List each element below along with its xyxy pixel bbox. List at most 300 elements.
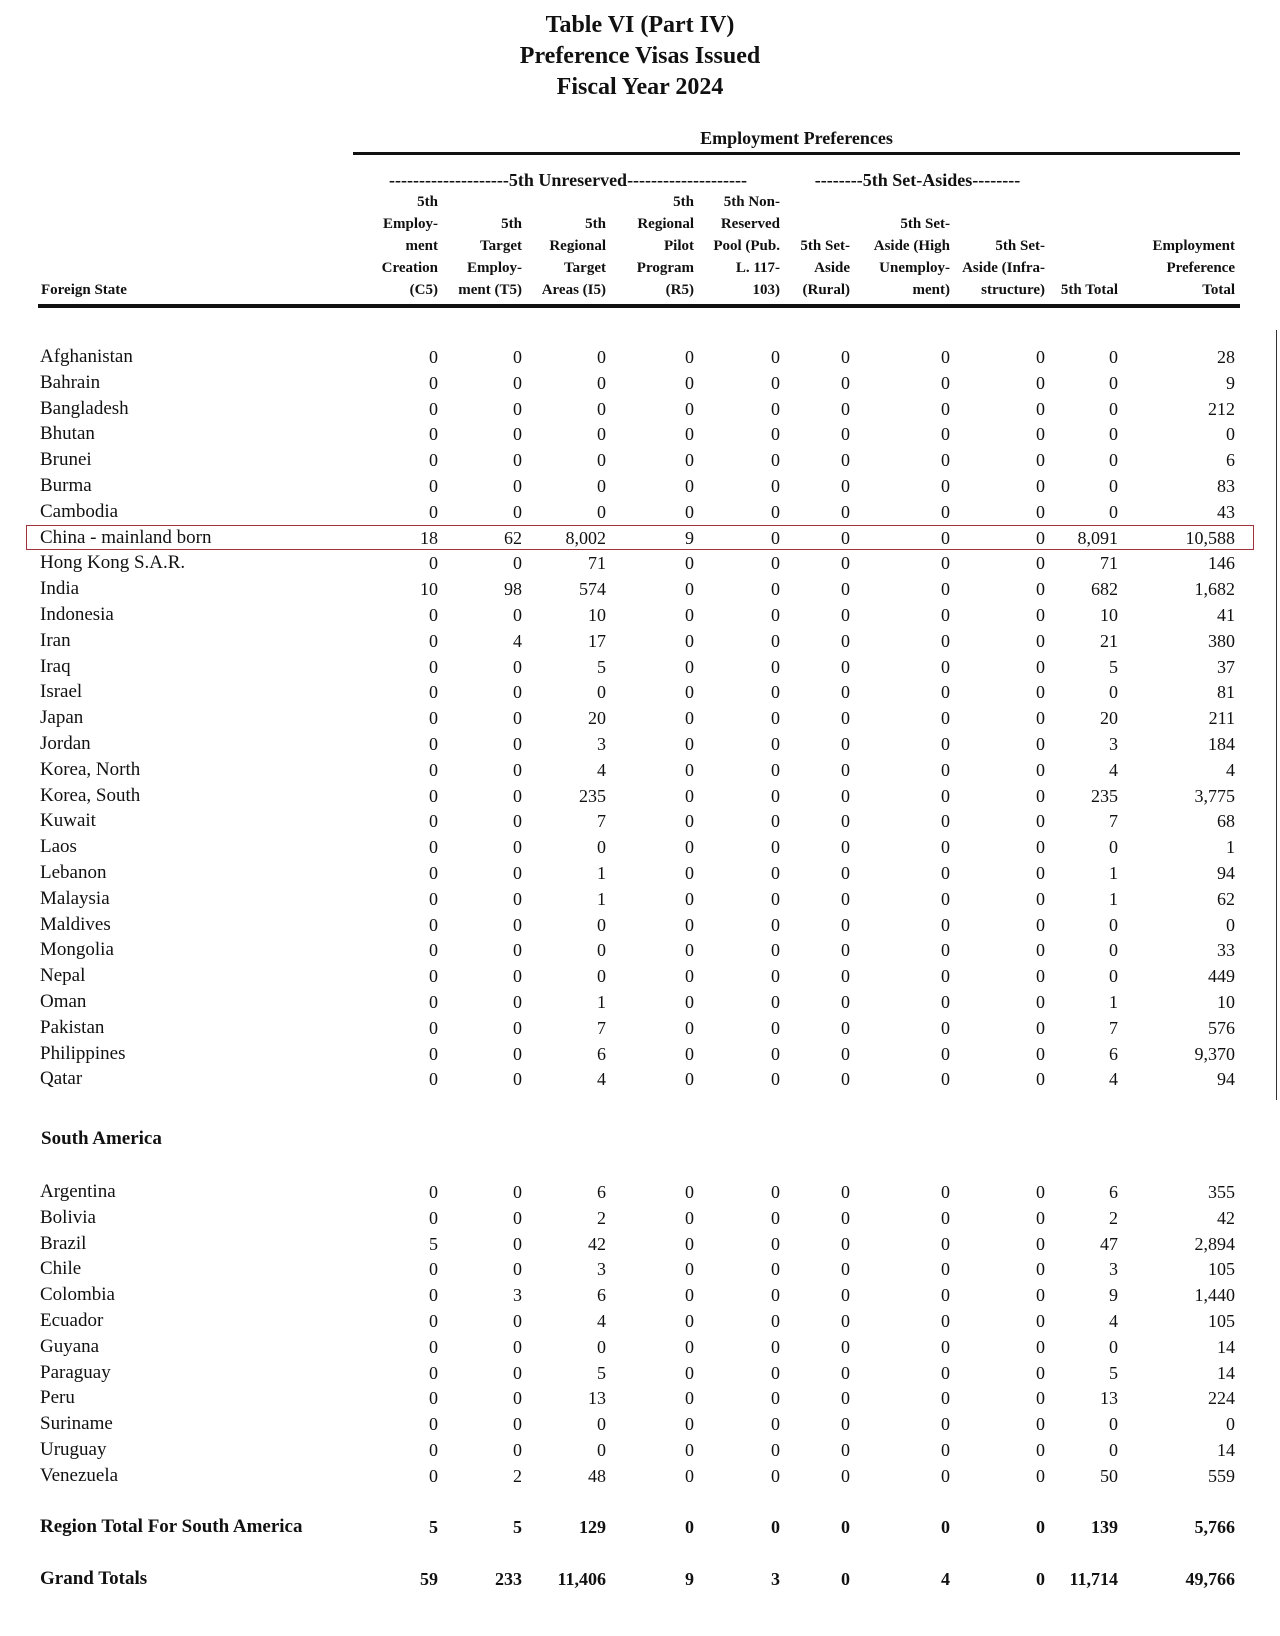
cell-c5: 0 <box>429 1311 438 1331</box>
cell-r5: 0 <box>685 837 694 857</box>
cell-non-reserved-pool: 0 <box>771 992 780 1012</box>
cell-set-aside-high-unemployment: 0 <box>941 786 950 806</box>
cell-i5: 0 <box>597 476 606 496</box>
cell-fifth-total: 6 <box>1109 1044 1118 1064</box>
foreign-state-name: Mongolia <box>40 939 114 960</box>
cell-set-aside-high-unemployment: 0 <box>941 1259 950 1279</box>
cell-employment-preference-total: 68 <box>1217 811 1235 831</box>
cell-non-reserved-pool: 0 <box>771 1466 780 1486</box>
cell-employment-preference-total: 146 <box>1208 553 1235 573</box>
cell-r5: 0 <box>685 682 694 702</box>
cell-set-aside-infrastructure: 0 <box>1036 1517 1045 1537</box>
cell-set-aside-high-unemployment: 0 <box>941 966 950 986</box>
cell-i5: 0 <box>597 1337 606 1357</box>
table-row <box>0 1231 1280 1257</box>
cell-employment-preference-total: 94 <box>1217 863 1235 883</box>
foreign-state-name: Ecuador <box>40 1310 104 1331</box>
cell-set-aside-rural: 0 <box>841 1466 850 1486</box>
foreign-state-name: Brazil <box>40 1233 87 1254</box>
section-title-south-america: South America <box>41 1128 162 1149</box>
cell-set-aside-high-unemployment: 0 <box>941 1440 950 1460</box>
cell-t5: 233 <box>495 1569 522 1589</box>
cell-non-reserved-pool: 0 <box>771 605 780 625</box>
table-row <box>0 989 1280 1015</box>
foreign-state-name: Paraguay <box>40 1362 111 1383</box>
cell-set-aside-high-unemployment: 0 <box>941 631 950 651</box>
cell-employment-preference-total: 3,775 <box>1194 786 1235 806</box>
cell-set-aside-high-unemployment: 0 <box>941 992 950 1012</box>
cell-employment-preference-total: 33 <box>1217 940 1235 960</box>
cell-non-reserved-pool: 0 <box>771 760 780 780</box>
cell-non-reserved-pool: 0 <box>771 399 780 419</box>
cell-set-aside-rural: 0 <box>841 502 850 522</box>
cell-r5: 0 <box>685 605 694 625</box>
table-row <box>0 1385 1280 1411</box>
cell-employment-preference-total: 94 <box>1217 1069 1235 1089</box>
cell-non-reserved-pool: 0 <box>771 734 780 754</box>
cell-employment-preference-total: 0 <box>1226 424 1235 444</box>
foreign-state-name: Lebanon <box>40 862 107 883</box>
cell-non-reserved-pool: 0 <box>771 940 780 960</box>
cell-r5: 0 <box>685 579 694 599</box>
cell-i5: 0 <box>597 682 606 702</box>
cell-set-aside-rural: 0 <box>841 1517 850 1537</box>
foreign-state-name: Bhutan <box>40 423 95 444</box>
cell-set-aside-high-unemployment: 0 <box>941 863 950 883</box>
cell-fifth-total: 8,091 <box>1077 528 1118 548</box>
cell-c5: 0 <box>429 837 438 857</box>
cell-i5: 20 <box>588 708 606 728</box>
cell-set-aside-rural: 0 <box>841 863 850 883</box>
cell-c5: 0 <box>429 399 438 419</box>
cell-r5: 0 <box>685 476 694 496</box>
cell-i5: 0 <box>597 450 606 470</box>
cell-set-aside-infrastructure: 0 <box>1036 940 1045 960</box>
column-header-i5: 5th Regional Target Areas (I5) <box>541 216 606 298</box>
cell-r5: 0 <box>685 708 694 728</box>
cell-r5: 0 <box>685 1259 694 1279</box>
cell-employment-preference-total: 449 <box>1208 966 1235 986</box>
cell-non-reserved-pool: 0 <box>771 1285 780 1305</box>
cell-set-aside-rural: 0 <box>841 1182 850 1202</box>
cell-fifth-total: 71 <box>1100 553 1118 573</box>
cell-fifth-total: 50 <box>1100 1466 1118 1486</box>
cell-c5: 5 <box>429 1517 438 1537</box>
cell-c5: 0 <box>429 786 438 806</box>
table-row <box>0 705 1280 731</box>
cell-non-reserved-pool: 0 <box>771 1234 780 1254</box>
table-row <box>0 1015 1280 1041</box>
cell-set-aside-rural: 0 <box>841 1069 850 1089</box>
cell-c5: 0 <box>429 811 438 831</box>
cell-i5: 0 <box>597 502 606 522</box>
cell-non-reserved-pool: 0 <box>771 708 780 728</box>
cell-t5: 0 <box>513 786 522 806</box>
cell-set-aside-infrastructure: 0 <box>1036 1569 1045 1589</box>
foreign-state-name: Cambodia <box>40 501 119 522</box>
cell-t5: 62 <box>504 528 522 548</box>
foreign-state-name: Laos <box>40 836 77 857</box>
cell-non-reserved-pool: 0 <box>771 1337 780 1357</box>
cell-i5: 17 <box>588 631 606 651</box>
cell-t5: 0 <box>513 889 522 909</box>
cell-set-aside-infrastructure: 0 <box>1036 1234 1045 1254</box>
cell-set-aside-high-unemployment: 0 <box>941 1363 950 1383</box>
foreign-state-name: Suriname <box>40 1413 113 1434</box>
cell-c5: 0 <box>429 863 438 883</box>
cell-set-aside-rural: 0 <box>841 889 850 909</box>
cell-c5: 0 <box>429 502 438 522</box>
foreign-state-name: Kuwait <box>40 810 96 831</box>
cell-set-aside-infrastructure: 0 <box>1036 760 1045 780</box>
cell-fifth-total: 4 <box>1109 1311 1118 1331</box>
cell-c5: 0 <box>429 605 438 625</box>
foreign-state-name: Bolivia <box>40 1207 96 1228</box>
cell-i5: 3 <box>597 734 606 754</box>
foreign-state-name: Chile <box>40 1258 82 1279</box>
table-row <box>0 499 1280 525</box>
cell-non-reserved-pool: 0 <box>771 863 780 883</box>
heading-rule <box>353 152 1240 155</box>
cell-fifth-total: 1 <box>1109 992 1118 1012</box>
cell-t5: 0 <box>513 915 522 935</box>
cell-set-aside-rural: 0 <box>841 1234 850 1254</box>
cell-c5: 0 <box>429 450 438 470</box>
table-row <box>0 1179 1280 1205</box>
cell-i5: 13 <box>588 1388 606 1408</box>
cell-i5: 0 <box>597 1440 606 1460</box>
cell-employment-preference-total: 5,766 <box>1194 1517 1235 1537</box>
cell-i5: 5 <box>597 1363 606 1383</box>
cell-non-reserved-pool: 0 <box>771 786 780 806</box>
table-row <box>0 525 1280 551</box>
cell-r5: 0 <box>685 786 694 806</box>
cell-employment-preference-total: 1 <box>1226 837 1235 857</box>
cell-fifth-total: 5 <box>1109 1363 1118 1383</box>
table-row <box>0 1411 1280 1437</box>
cell-t5: 0 <box>513 1337 522 1357</box>
cell-c5: 0 <box>429 734 438 754</box>
cell-t5: 0 <box>513 966 522 986</box>
cell-r5: 0 <box>685 424 694 444</box>
cell-non-reserved-pool: 0 <box>771 1363 780 1383</box>
cell-r5: 0 <box>685 1440 694 1460</box>
cell-set-aside-high-unemployment: 0 <box>941 399 950 419</box>
cell-fifth-total: 0 <box>1109 915 1118 935</box>
cell-set-aside-rural: 0 <box>841 682 850 702</box>
cell-c5: 0 <box>429 1018 438 1038</box>
column-header-set-aside-infrastructure: 5th Set- Aside (Infra- structure) <box>962 238 1045 298</box>
cell-r5: 0 <box>685 1285 694 1305</box>
table-row <box>0 1041 1280 1067</box>
cell-i5: 1 <box>597 863 606 883</box>
cell-t5: 0 <box>513 553 522 573</box>
cell-non-reserved-pool: 0 <box>771 502 780 522</box>
cell-set-aside-high-unemployment: 0 <box>941 811 950 831</box>
cell-c5: 0 <box>429 889 438 909</box>
cell-set-aside-high-unemployment: 0 <box>941 502 950 522</box>
cell-set-aside-rural: 0 <box>841 760 850 780</box>
column-header-non-reserved-pool: 5th Non- Reserved Pool (Pub. L. 117- 103) <box>713 194 780 298</box>
cell-r5: 0 <box>685 1044 694 1064</box>
cell-fifth-total: 7 <box>1109 1018 1118 1038</box>
cell-c5: 0 <box>429 1337 438 1357</box>
cell-employment-preference-total: 559 <box>1208 1466 1235 1486</box>
cell-set-aside-rural: 0 <box>841 605 850 625</box>
cell-i5: 6 <box>597 1044 606 1064</box>
cell-t5: 0 <box>513 1259 522 1279</box>
cell-t5: 0 <box>513 837 522 857</box>
cell-non-reserved-pool: 0 <box>771 966 780 986</box>
cell-set-aside-high-unemployment: 0 <box>941 1208 950 1228</box>
cell-employment-preference-total: 105 <box>1208 1311 1235 1331</box>
cell-set-aside-rural: 0 <box>841 424 850 444</box>
cell-non-reserved-pool: 0 <box>771 1517 780 1537</box>
cell-c5: 5 <box>429 1234 438 1254</box>
table-row <box>0 1360 1280 1386</box>
cell-set-aside-high-unemployment: 0 <box>941 1234 950 1254</box>
foreign-state-name: Venezuela <box>40 1465 119 1486</box>
cell-fifth-total: 3 <box>1109 734 1118 754</box>
cell-set-aside-infrastructure: 0 <box>1036 502 1045 522</box>
cell-employment-preference-total: 9,370 <box>1194 1044 1235 1064</box>
cell-fifth-total: 235 <box>1091 786 1118 806</box>
cell-r5: 0 <box>685 1182 694 1202</box>
cell-employment-preference-total: 355 <box>1208 1182 1235 1202</box>
cell-r5: 0 <box>685 811 694 831</box>
cell-t5: 4 <box>513 631 522 651</box>
foreign-state-name: India <box>40 578 80 599</box>
cell-set-aside-infrastructure: 0 <box>1036 811 1045 831</box>
table-row <box>0 1334 1280 1360</box>
cell-set-aside-infrastructure: 0 <box>1036 1285 1045 1305</box>
cell-employment-preference-total: 6 <box>1226 450 1235 470</box>
cell-r5: 0 <box>685 657 694 677</box>
cell-t5: 0 <box>513 1069 522 1089</box>
cell-c5: 0 <box>429 1363 438 1383</box>
cell-employment-preference-total: 184 <box>1208 734 1235 754</box>
foreign-state-name: Malaysia <box>40 888 110 909</box>
cell-set-aside-infrastructure: 0 <box>1036 966 1045 986</box>
cell-t5: 0 <box>513 1440 522 1460</box>
cell-fifth-total: 4 <box>1109 1069 1118 1089</box>
cell-set-aside-high-unemployment: 0 <box>941 476 950 496</box>
table-row <box>0 886 1280 912</box>
cell-c5: 0 <box>429 1440 438 1460</box>
cell-t5: 0 <box>513 424 522 444</box>
cell-set-aside-rural: 0 <box>841 786 850 806</box>
table-row <box>0 808 1280 834</box>
cell-employment-preference-total: 576 <box>1208 1018 1235 1038</box>
cell-set-aside-infrastructure: 0 <box>1036 1363 1045 1383</box>
cell-employment-preference-total: 14 <box>1217 1440 1235 1460</box>
cell-employment-preference-total: 105 <box>1208 1259 1235 1279</box>
foreign-state-name: Oman <box>40 991 87 1012</box>
table-row <box>0 602 1280 628</box>
cell-i5: 1 <box>597 889 606 909</box>
cell-non-reserved-pool: 0 <box>771 553 780 573</box>
cell-set-aside-infrastructure: 0 <box>1036 605 1045 625</box>
cell-employment-preference-total: 380 <box>1208 631 1235 651</box>
cell-non-reserved-pool: 0 <box>771 811 780 831</box>
cell-fifth-total: 13 <box>1100 1388 1118 1408</box>
cell-non-reserved-pool: 0 <box>771 528 780 548</box>
cell-set-aside-infrastructure: 0 <box>1036 450 1045 470</box>
cell-t5: 0 <box>513 502 522 522</box>
table-row <box>0 628 1280 654</box>
table-row <box>0 1066 1280 1092</box>
cell-set-aside-high-unemployment: 0 <box>941 347 950 367</box>
header-rule <box>38 304 1240 308</box>
cell-employment-preference-total: 62 <box>1217 889 1235 909</box>
cell-t5: 0 <box>513 450 522 470</box>
cell-set-aside-rural: 0 <box>841 1311 850 1331</box>
cell-set-aside-infrastructure: 0 <box>1036 863 1045 883</box>
table-row <box>0 1282 1280 1308</box>
cell-set-aside-infrastructure: 0 <box>1036 347 1045 367</box>
cell-set-aside-infrastructure: 0 <box>1036 373 1045 393</box>
cell-i5: 42 <box>588 1234 606 1254</box>
cell-c5: 59 <box>420 1569 438 1589</box>
cell-set-aside-high-unemployment: 0 <box>941 889 950 909</box>
table-row <box>0 679 1280 705</box>
foreign-state-name: Grand Totals <box>40 1568 148 1589</box>
cell-fifth-total: 4 <box>1109 760 1118 780</box>
cell-set-aside-high-unemployment: 0 <box>941 734 950 754</box>
cell-fifth-total: 0 <box>1109 1414 1118 1434</box>
cell-set-aside-high-unemployment: 0 <box>941 1018 950 1038</box>
foreign-state-name: Philippines <box>40 1043 126 1064</box>
cell-c5: 10 <box>420 579 438 599</box>
cell-employment-preference-total: 224 <box>1208 1388 1235 1408</box>
cell-set-aside-high-unemployment: 0 <box>941 708 950 728</box>
cell-r5: 0 <box>685 1234 694 1254</box>
column-header-c5: 5th Employ- ment Creation (C5) <box>381 194 438 298</box>
cell-employment-preference-total: 9 <box>1226 373 1235 393</box>
cell-fifth-total: 1 <box>1109 889 1118 909</box>
cell-set-aside-high-unemployment: 0 <box>941 760 950 780</box>
cell-i5: 129 <box>579 1517 606 1537</box>
cell-i5: 71 <box>588 553 606 573</box>
cell-employment-preference-total: 1,682 <box>1194 579 1235 599</box>
foreign-state-header: Foreign State <box>41 282 127 298</box>
cell-c5: 0 <box>429 682 438 702</box>
cell-set-aside-high-unemployment: 0 <box>941 373 950 393</box>
cell-r5: 0 <box>685 992 694 1012</box>
table-row <box>0 783 1280 809</box>
cell-r5: 0 <box>685 1311 694 1331</box>
cell-r5: 0 <box>685 1018 694 1038</box>
cell-employment-preference-total: 0 <box>1226 1414 1235 1434</box>
cell-set-aside-rural: 0 <box>841 1259 850 1279</box>
column-header-r5: 5th Regional Pilot Program (R5) <box>636 194 694 298</box>
foreign-state-name: Bahrain <box>40 372 101 393</box>
foreign-state-name: Region Total For South America <box>40 1516 303 1537</box>
cell-t5: 0 <box>513 399 522 419</box>
cell-t5: 0 <box>513 992 522 1012</box>
cell-set-aside-infrastructure: 0 <box>1036 786 1045 806</box>
cell-fifth-total: 20 <box>1100 708 1118 728</box>
cell-set-aside-rural: 0 <box>841 1285 850 1305</box>
cell-fifth-total: 139 <box>1091 1517 1118 1537</box>
foreign-state-name: Israel <box>40 681 83 702</box>
cell-r5: 0 <box>685 966 694 986</box>
cell-set-aside-high-unemployment: 0 <box>941 450 950 470</box>
foreign-state-name: Argentina <box>40 1181 116 1202</box>
cell-fifth-total: 682 <box>1091 579 1118 599</box>
foreign-state-name: Pakistan <box>40 1017 105 1038</box>
cell-set-aside-high-unemployment: 0 <box>941 940 950 960</box>
cell-i5: 3 <box>597 1259 606 1279</box>
cell-fifth-total: 0 <box>1109 682 1118 702</box>
cell-set-aside-rural: 0 <box>841 1208 850 1228</box>
cell-t5: 0 <box>513 734 522 754</box>
cell-i5: 7 <box>597 1018 606 1038</box>
foreign-state-name: Colombia <box>40 1284 115 1305</box>
foreign-state-name: Bangladesh <box>40 398 129 419</box>
cell-t5: 0 <box>513 1311 522 1331</box>
cell-t5: 0 <box>513 1208 522 1228</box>
cell-set-aside-rural: 0 <box>841 1337 850 1357</box>
cell-i5: 0 <box>597 347 606 367</box>
cell-c5: 0 <box>429 1069 438 1089</box>
cell-set-aside-high-unemployment: 0 <box>941 682 950 702</box>
cell-employment-preference-total: 83 <box>1217 476 1235 496</box>
cell-t5: 3 <box>513 1285 522 1305</box>
cell-t5: 0 <box>513 347 522 367</box>
cell-i5: 0 <box>597 940 606 960</box>
cell-c5: 0 <box>429 1208 438 1228</box>
table-row <box>0 550 1280 576</box>
cell-set-aside-high-unemployment: 0 <box>941 1337 950 1357</box>
column-header-employment-preference-total: Employment Preference Total <box>1152 238 1235 298</box>
table-row <box>0 576 1280 602</box>
cell-r5: 0 <box>685 373 694 393</box>
cell-employment-preference-total: 49,766 <box>1185 1569 1235 1589</box>
table-row <box>0 447 1280 473</box>
cell-set-aside-infrastructure: 0 <box>1036 734 1045 754</box>
cell-i5: 4 <box>597 1311 606 1331</box>
cell-fifth-total: 0 <box>1109 347 1118 367</box>
cell-t5: 0 <box>513 605 522 625</box>
cell-r5: 0 <box>685 1069 694 1089</box>
cell-set-aside-infrastructure: 0 <box>1036 708 1045 728</box>
foreign-state-name: Burma <box>40 475 92 496</box>
cell-c5: 0 <box>429 476 438 496</box>
cell-set-aside-rural: 0 <box>841 708 850 728</box>
cell-t5: 98 <box>504 579 522 599</box>
cell-set-aside-rural: 0 <box>841 1414 850 1434</box>
table-row <box>0 396 1280 422</box>
cell-set-aside-infrastructure: 0 <box>1036 915 1045 935</box>
cell-fifth-total: 0 <box>1109 476 1118 496</box>
cell-i5: 8,002 <box>565 528 606 548</box>
cell-employment-preference-total: 14 <box>1217 1337 1235 1357</box>
cell-set-aside-rural: 0 <box>841 915 850 935</box>
cell-employment-preference-total: 10 <box>1217 992 1235 1012</box>
cell-r5: 0 <box>685 1363 694 1383</box>
cell-set-aside-high-unemployment: 4 <box>941 1569 950 1589</box>
cell-set-aside-high-unemployment: 0 <box>941 1388 950 1408</box>
cell-set-aside-high-unemployment: 0 <box>941 837 950 857</box>
cell-set-aside-rural: 0 <box>841 1388 850 1408</box>
cell-t5: 0 <box>513 373 522 393</box>
cell-non-reserved-pool: 0 <box>771 631 780 651</box>
cell-i5: 0 <box>597 837 606 857</box>
cell-set-aside-infrastructure: 0 <box>1036 1414 1045 1434</box>
cell-non-reserved-pool: 3 <box>771 1569 780 1589</box>
cell-t5: 0 <box>513 1182 522 1202</box>
